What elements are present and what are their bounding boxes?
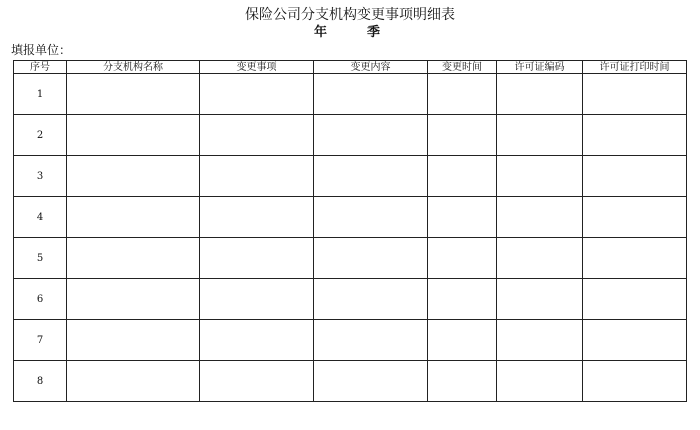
change-content-cell[interactable] [314, 279, 428, 320]
license-code-cell[interactable] [497, 115, 583, 156]
column-header-branch-name: 分支机构名称 [67, 61, 200, 74]
column-header-change-content: 变更内容 [314, 61, 428, 74]
reporting-unit-label: 填报单位： [11, 43, 72, 57]
license-print-time-cell[interactable] [583, 156, 687, 197]
change-time-cell[interactable] [428, 74, 497, 115]
change-detail-table [13, 60, 687, 402]
row-index: 4 [14, 197, 67, 238]
table-row [14, 320, 687, 361]
change-time-cell[interactable] [428, 320, 497, 361]
branch-name-cell[interactable] [67, 74, 200, 115]
row-index: 6 [14, 279, 67, 320]
row-index: 5 [14, 238, 67, 279]
row-index: 7 [14, 320, 67, 361]
license-print-time-cell[interactable] [583, 361, 687, 402]
license-code-cell[interactable] [497, 197, 583, 238]
table-row [14, 115, 687, 156]
change-time-cell[interactable] [428, 197, 497, 238]
license-code-cell[interactable] [497, 361, 583, 402]
branch-name-cell[interactable] [67, 361, 200, 402]
license-print-time-cell[interactable] [583, 238, 687, 279]
branch-name-cell[interactable] [67, 238, 200, 279]
license-code-cell[interactable] [497, 279, 583, 320]
document-title: 保险公司分支机构变更事项明细表 [245, 7, 455, 23]
branch-name-cell[interactable] [67, 156, 200, 197]
change-content-cell[interactable] [314, 238, 428, 279]
change-item-cell[interactable] [200, 115, 314, 156]
change-item-cell[interactable] [200, 197, 314, 238]
change-item-cell[interactable] [200, 320, 314, 361]
change-item-cell[interactable] [200, 279, 314, 320]
license-code-cell[interactable] [497, 320, 583, 361]
table-header-row [14, 61, 687, 74]
change-item-cell[interactable] [200, 361, 314, 402]
row-index: 8 [14, 361, 67, 402]
table-row [14, 361, 687, 402]
column-header-license-print-time: 许可证打印时间 [583, 61, 687, 74]
license-code-cell[interactable] [497, 74, 583, 115]
license-print-time-cell[interactable] [583, 320, 687, 361]
change-content-cell[interactable] [314, 197, 428, 238]
license-print-time-cell[interactable] [583, 197, 687, 238]
column-header-license-code: 许可证编码 [497, 61, 583, 74]
license-code-cell[interactable] [497, 238, 583, 279]
license-print-time-cell[interactable] [583, 279, 687, 320]
year-label: 年 [314, 25, 328, 40]
branch-name-cell[interactable] [67, 115, 200, 156]
table-row [14, 238, 687, 279]
table-row [14, 74, 687, 115]
table-row [14, 197, 687, 238]
table-row [14, 279, 687, 320]
column-header-change-time: 变更时间 [428, 61, 497, 74]
column-header-index: 序号 [14, 61, 67, 74]
change-time-cell[interactable] [428, 115, 497, 156]
change-content-cell[interactable] [314, 361, 428, 402]
column-header-change-item: 变更事项 [200, 61, 314, 74]
change-item-cell[interactable] [200, 238, 314, 279]
quarter-label: 季 [367, 25, 381, 40]
branch-name-cell[interactable] [67, 197, 200, 238]
row-index: 1 [14, 74, 67, 115]
change-item-cell[interactable] [200, 156, 314, 197]
row-index: 3 [14, 156, 67, 197]
license-print-time-cell[interactable] [583, 74, 687, 115]
row-index: 2 [14, 115, 67, 156]
change-time-cell[interactable] [428, 238, 497, 279]
table-row [14, 156, 687, 197]
change-content-cell[interactable] [314, 156, 428, 197]
change-time-cell[interactable] [428, 156, 497, 197]
change-time-cell[interactable] [428, 361, 497, 402]
change-content-cell[interactable] [314, 74, 428, 115]
branch-name-cell[interactable] [67, 320, 200, 361]
change-content-cell[interactable] [314, 115, 428, 156]
change-item-cell[interactable] [200, 74, 314, 115]
change-content-cell[interactable] [314, 320, 428, 361]
license-print-time-cell[interactable] [583, 115, 687, 156]
license-code-cell[interactable] [497, 156, 583, 197]
change-time-cell[interactable] [428, 279, 497, 320]
branch-name-cell[interactable] [67, 279, 200, 320]
